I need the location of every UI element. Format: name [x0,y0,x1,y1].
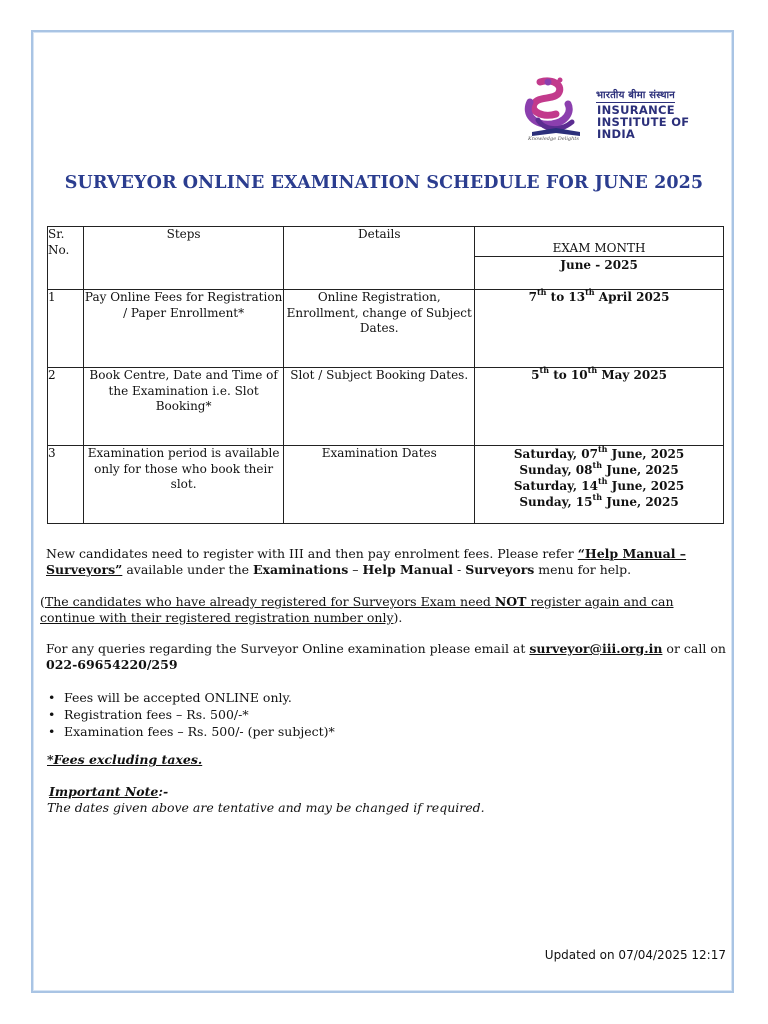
row-details: Online Registration, Enrollment, change of Subject Dates. [284,290,475,368]
menu-examinations: Examinations [253,562,349,577]
paren: ). [393,610,403,625]
menu-help-manual: Help Manual [362,562,454,577]
table-row [48,446,724,524]
logo-line-1: INSURANCE [597,103,675,117]
para-text: For any queries regarding the Surveyor Online examination please email at [46,641,530,656]
header-sr-no: Sr. No. [48,227,84,290]
email-link[interactable]: surveyor@iii.org.in [529,641,663,656]
list-item: • Examination fees – Rs. 500/- (per subject)* [48,723,335,740]
logo-line-3: INDIA [597,127,636,141]
exam-month-label: EXAM MONTH [475,227,723,257]
list-item: • Registration fees – Rs. 500/-* [48,706,335,723]
row-sr: 2 [48,368,84,446]
row-steps: Pay Online Fees for Registration / Paper Enrollment* [83,290,284,368]
row-sr: 3 [48,446,84,524]
date-suffix: th [592,492,603,502]
date-month: May 2025 [597,368,667,382]
date-start: 5 [531,368,540,382]
para-text: or call on [662,641,726,656]
note-text: register again and can continue with their registered registration number only [40,594,674,625]
exam-date-day: Saturday, 07 [513,447,598,461]
table-header-row [48,227,724,290]
logo-emblem-icon [520,76,592,142]
list-item: • Fees will be accepted ONLINE only. [48,689,335,706]
exam-date-day: Sunday, 08 [519,463,593,477]
logo-name [597,104,689,140]
logo-motto: Knowledge Delights [528,136,579,142]
paren: ( [40,594,45,609]
logo-hindi-text: भारतीय बीमा संस्थान [596,90,676,101]
header-steps: Steps [83,227,284,290]
menu-surveyors: Surveyors [465,562,535,577]
date-suffix: th [597,476,608,486]
fees-footnote: *Fees excluding taxes. [47,752,203,767]
help-manual-link[interactable]: “Help Manual – Surveyors” [46,546,687,577]
date-suffix: th [585,287,595,297]
exam-month-value: June - 2025 [560,258,638,272]
important-suffix: :- [158,784,169,799]
date-end: to 13 [546,290,586,304]
date-suffix: th [592,460,603,470]
existing-candidates-note [40,594,730,626]
date-end: to 10 [549,368,588,382]
schedule-table [47,226,724,524]
row-details: Slot / Subject Booking Dates. [284,368,475,446]
table-row [48,290,724,368]
updated-timestamp: Updated on 07/04/2025 12:17 [544,948,726,962]
row-steps: Book Centre, Date and Time of the Examination i.e. Slot Booking* [83,368,284,446]
exam-date [475,494,723,510]
row-details: Examination Dates [284,446,475,524]
row-dates [475,365,724,446]
institute-logo [520,76,715,146]
page-title: SURVEYOR ONLINE EXAMINATION SCHEDULE FOR JUNE 2025 [64,173,704,193]
row-steps: Examination period is available only for those who book their slot. [83,446,284,524]
para-text: New candidates need to register with III and then pay enrolment fees. Please refer [46,546,578,561]
important-note-label [49,784,168,799]
note-emphasis: NOT [494,594,527,609]
exam-date-month: June, 2025 [607,479,685,493]
table-row [48,368,724,446]
exam-date-month: June, 2025 [607,447,685,461]
para-text: - [453,562,466,577]
exam-date-month: June, 2025 [602,495,679,509]
date-suffix: th [597,444,608,454]
exam-date-day: Saturday, 14 [513,479,598,493]
phone-number: 022-69654220/259 [46,657,178,672]
note-text: The candidates who have already registered for Surveyors Exam need [44,594,495,609]
para-text: – [348,562,363,577]
date-suffix: th [587,365,598,375]
important-note-text: The dates given above are tentative and may be changed if required. [47,800,485,815]
exam-date-month: June, 2025 [602,463,679,477]
exam-date-day: Sunday, 15 [519,495,593,509]
header-details: Details [284,227,475,290]
date-start: 7 [528,290,537,304]
row-dates [475,287,724,368]
header-exam-month [475,227,724,290]
date-suffix: th [539,365,550,375]
para-text: available under the [122,562,253,577]
date-month: April 2025 [594,290,670,304]
logo-line-2: INSTITUTE OF [597,115,690,129]
registration-paragraph [46,546,736,578]
row-exam-dates [475,446,724,524]
important-label: Important Note [49,784,159,799]
contact-paragraph [46,641,736,673]
fees-list [48,689,335,740]
para-text: menu for help. [534,562,632,577]
date-suffix: th [536,287,547,297]
row-sr: 1 [48,290,84,368]
